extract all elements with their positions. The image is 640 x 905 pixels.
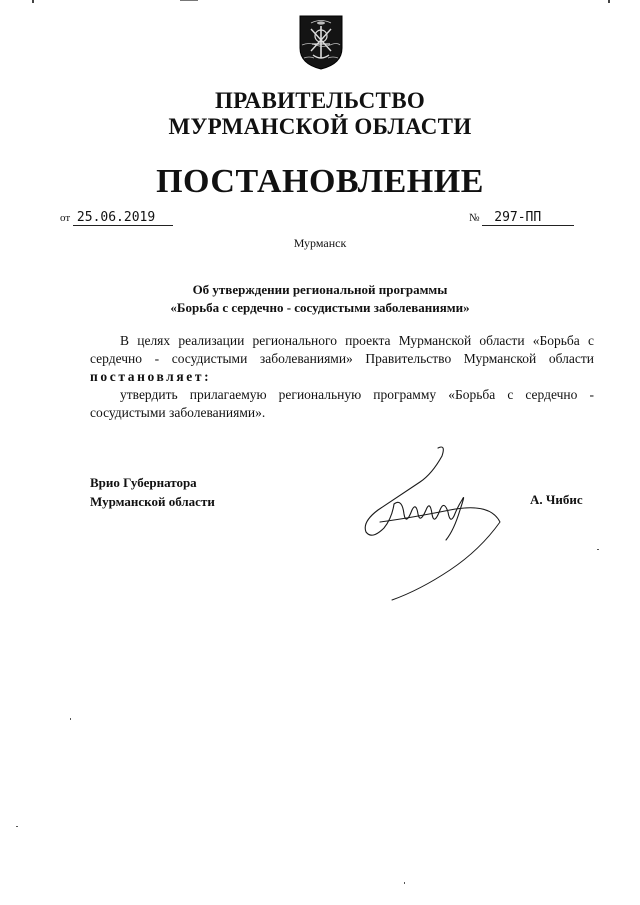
document-type-title: ПОСТАНОВЛЕНИЕ xyxy=(156,163,484,200)
scan-dot xyxy=(70,718,71,720)
signatory-position xyxy=(90,473,215,511)
body-paragraph-1 xyxy=(90,332,594,386)
subject-line1: Об утверждении региональной программы xyxy=(192,282,448,297)
number-field xyxy=(469,210,574,226)
scan-dot xyxy=(404,882,405,884)
date-field xyxy=(60,210,173,226)
scan-mark-top-center xyxy=(180,0,198,1)
signatory-name: А. Чибис xyxy=(530,492,583,507)
date-value: 25.06.2019 xyxy=(73,210,173,226)
body-paragraph-1-text: В целях реализации регионального проекта Мурманской области «Борьба с сердечно - сосудистыми заболеваниями» Правительство Мурманской области xyxy=(90,333,594,366)
body-paragraph-2: утвердить прилагаемую региональную программу «Борьба с сердечно - сосудистыми заболеваниями». xyxy=(90,387,594,420)
city-name: Мурманск xyxy=(293,236,347,250)
document-body xyxy=(90,332,594,422)
subject-line2: «Борьба с сердечно - сосудистыми заболеваниями» xyxy=(170,300,470,315)
murmansk-coat-of-arms-icon xyxy=(298,14,344,70)
document-subject xyxy=(0,281,640,317)
org-title-line1: ПРАВИТЕЛЬСТВО xyxy=(214,88,426,113)
scan-dot xyxy=(597,549,599,550)
scan-mark-top xyxy=(32,0,34,3)
signatory-position-line1: Врио Губернатора xyxy=(90,475,197,490)
number-prefix: № xyxy=(469,212,480,224)
number-value: 297-ПП xyxy=(482,210,574,226)
handwritten-signature xyxy=(350,440,510,605)
scan-mark-top-right xyxy=(608,0,610,3)
date-prefix: от xyxy=(60,212,71,224)
scan-dot xyxy=(16,826,18,827)
signatory-position-line2: Мурманской области xyxy=(90,494,215,509)
org-title-line2: МУРМАНСКОЙ ОБЛАСТИ xyxy=(168,114,472,139)
resolution-verb: постановляет: xyxy=(90,369,212,384)
